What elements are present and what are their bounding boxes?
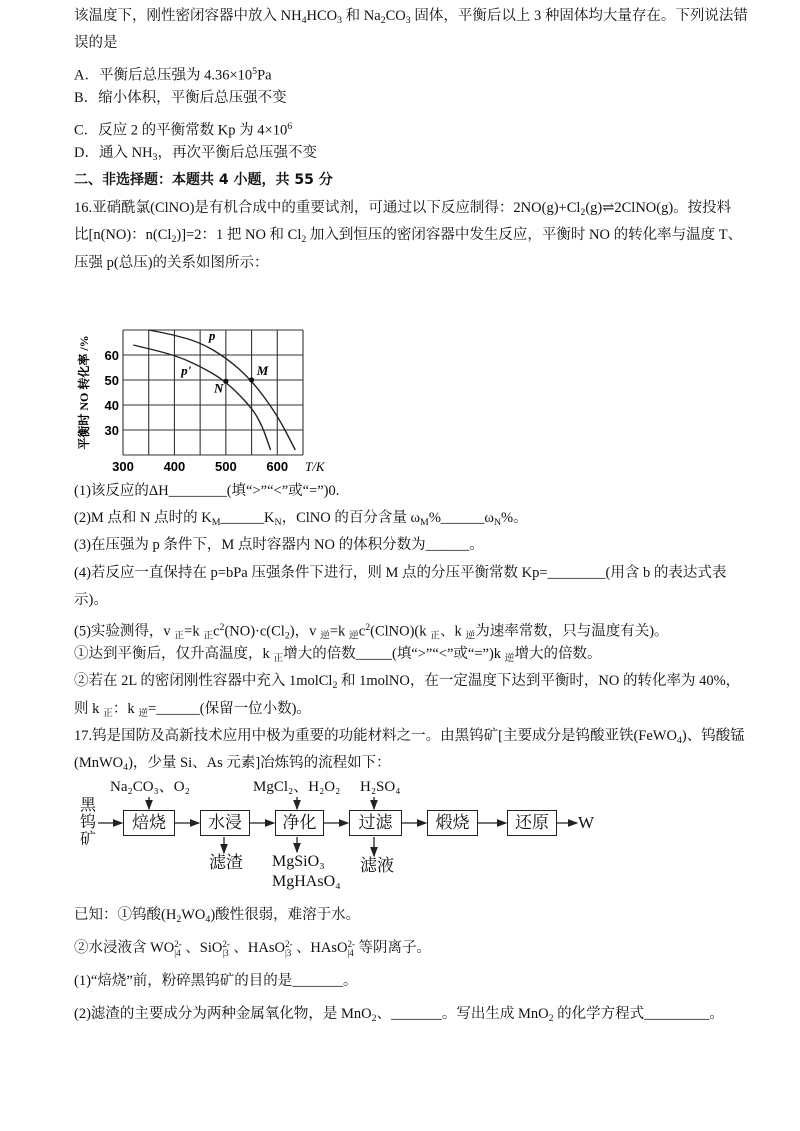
- ion-charge-index: 2-|3: [284, 939, 293, 958]
- text-segment: 为速率常数，只与温度有关)。: [475, 623, 669, 640]
- text-segment: (2)滤渣的主要成分为两种金属氧化物，是 MnO: [74, 1006, 372, 1022]
- text-segment: 2: [301, 234, 307, 246]
- x-tick-label: 300: [112, 459, 134, 474]
- text-segment: N: [274, 517, 282, 529]
- text-line: [74, 965, 754, 998]
- text-segment: 3: [152, 151, 158, 163]
- text-segment: 2: [548, 1012, 554, 1024]
- flow-input-filter: H₂SO₄: [360, 779, 401, 795]
- flow-output-mgsio3: MgSiO₃: [272, 853, 325, 870]
- text-segment: A．平衡后总压强为 4.36×10: [74, 67, 253, 84]
- text-segment: c: [358, 623, 366, 640]
- y-tick-label: 50: [104, 373, 119, 388]
- text-segment: (1)该反应的ΔH________(填“>”“<”或“=”)0.: [74, 483, 340, 499]
- text-segment: 压强 p(总压)的关系如图所示：: [74, 254, 269, 271]
- text-segment: (1)“焙烧”前，粉碎黑钨矿的目的是_______。: [74, 973, 358, 989]
- text-segment: )]=2：1 把 NO 和 Cl: [176, 227, 302, 244]
- text-segment: N: [493, 517, 502, 529]
- text-segment: HCO: [306, 8, 338, 24]
- point-label: N: [214, 380, 224, 396]
- text-segment: (g)⇌2ClNO(g)。按投料: [585, 199, 732, 216]
- flow-input-purify: MgCl₂、H₂O₂: [253, 779, 341, 795]
- text-segment: 16.亚硝酰氯(ClNO)是有机合成中的重要试剂，可通过以下反应制得：2NO(g)+Cl: [74, 199, 581, 216]
- text-segment: 3: [337, 14, 343, 26]
- text-segment: WO: [181, 907, 206, 923]
- text-segment: ：k: [112, 700, 139, 717]
- text-segment: 6: [287, 120, 293, 132]
- flow-start-ore: 黑钨矿: [80, 797, 97, 848]
- flow-output-filtrate: 滤液: [360, 856, 394, 875]
- text-segment: D．通入 NH: [74, 144, 153, 161]
- text-segment: 固体，平衡后以上 3 种固体均大量存在。下列说法错: [410, 8, 748, 24]
- text-segment: 2: [380, 14, 386, 26]
- text-segment: =______(保留一位小数)。: [148, 700, 311, 717]
- text-segment: 2: [176, 913, 182, 925]
- y-axis-label: 平衡时 NO 转化率 /%: [77, 335, 91, 450]
- text-segment: CO: [385, 8, 406, 24]
- text-segment: 增大的倍数。: [514, 646, 602, 663]
- text-segment: 和 1molNO，在一定温度下达到平衡时，NO 的转化率为 40%，: [337, 673, 741, 690]
- text-segment: 正: [103, 707, 113, 719]
- text-line: [74, 998, 754, 1031]
- x-tick-label: 600: [266, 459, 289, 474]
- text-segment: 等阴离子。: [358, 940, 431, 956]
- text-segment: 已知：①钨酸(H: [74, 907, 177, 923]
- point-label: p: [208, 328, 216, 343]
- text-segment: )、钨酸锰: [681, 727, 745, 744]
- y-tick-label: 30: [104, 423, 119, 438]
- text-segment: 增大的倍数_____(填“>”“<”或“=”)k: [283, 646, 505, 663]
- text-segment: 正: [273, 653, 284, 665]
- text-segment: 逆: [319, 630, 330, 642]
- text-segment: c: [213, 623, 220, 640]
- text-line: [74, 899, 754, 932]
- text-segment: =k: [184, 623, 204, 640]
- text-segment: 4: [123, 761, 129, 773]
- text-segment: 则 k: [74, 700, 103, 717]
- point-label: M: [256, 363, 269, 378]
- text-segment: C．反应 2 的平衡常数 Kp 为 4×10: [74, 121, 288, 138]
- text-segment: 4: [205, 913, 211, 925]
- text-segment: 、HAsO: [295, 940, 348, 956]
- point-label: p': [181, 363, 192, 378]
- text-segment: (MnWO: [74, 754, 124, 771]
- text-segment: 逆: [504, 653, 515, 665]
- ion-charge-index: 2-|3: [222, 939, 230, 958]
- text-segment: 3: [405, 14, 411, 26]
- text-segment: ，ClNO 的百分含量 ω: [281, 510, 421, 527]
- text-segment: %______ω: [428, 510, 494, 527]
- flow-step-purify: 净化: [275, 810, 324, 836]
- text-segment: 正: [430, 630, 440, 642]
- text-segment: M: [211, 517, 221, 529]
- flow-step-filter: 过滤: [349, 810, 402, 836]
- ion-charge-index: 2-|4: [347, 939, 355, 958]
- section-heading: 二、非选择题：本题共 4 小题，共 55 分: [74, 172, 333, 189]
- text-segment: 该温度下，刚性密闭容器中放入 NH: [74, 8, 302, 24]
- text-segment: 正: [174, 630, 185, 642]
- text-segment: 2: [284, 630, 290, 642]
- flow-output-mghaso4: MgHAsO₄: [272, 873, 341, 890]
- text-segment: 、_______。写出生成 MnO: [376, 1006, 549, 1022]
- x-tick-label: 400: [163, 459, 186, 474]
- flow-step-roast: 焙烧: [123, 810, 175, 836]
- flow-step-reduce: 还原: [507, 810, 557, 836]
- text-segment: 17.钨是国防及高新技术应用中极为重要的功能材料之一。由黑钨矿[主要成分是钨酸亚铁(FeWO: [74, 727, 677, 744]
- text-segment: (5)实验测得，v: [74, 623, 175, 640]
- text-segment: B．缩小体积，平衡后总压强不变: [74, 90, 287, 107]
- ion-charge-index: 2-|4: [174, 939, 182, 958]
- text-segment: 、HAsO: [233, 940, 285, 956]
- text-segment: 2: [171, 234, 177, 246]
- text-segment: Pa: [257, 67, 272, 84]
- text-segment: =k: [329, 623, 349, 640]
- text-segment: (4)若反应一直保持在 p=bPa 压强条件下进行，则 M 点的分压平衡常数 Kp=________(用含 b 的表达式表: [74, 564, 727, 581]
- text-segment: 2: [580, 206, 586, 218]
- text-segment: 逆: [138, 707, 149, 719]
- text-line: [74, 932, 754, 965]
- text-segment: (3)在压强为 p 条件下，M 点时容器内 NO 的体积分数为______。: [74, 537, 484, 554]
- flow-product: W: [578, 813, 595, 832]
- y-tick-label: 60: [104, 348, 119, 363]
- text-segment: ②水浸液含 WO: [74, 940, 175, 956]
- text-segment: %。: [501, 510, 528, 527]
- text-segment: 逆: [348, 630, 359, 642]
- text-segment: 2: [371, 1012, 377, 1024]
- text-segment: 加入到恒压的密闭容器中发生反应，平衡时 NO 的转化率与温度 T、: [306, 227, 743, 244]
- text-segment: )酸性很弱，难溶于水。: [210, 907, 361, 923]
- text-segment: (NO)·c(Cl: [224, 623, 285, 640]
- text-segment: ，再次平衡后总压强不变: [157, 144, 317, 161]
- text-segment: 5: [252, 65, 258, 77]
- text-segment: M: [420, 517, 429, 529]
- text-segment: 和 Na: [342, 8, 381, 24]
- text-segment: 比[n(NO)：n(Cl: [74, 227, 172, 244]
- x-axis-label: T/K: [305, 459, 325, 474]
- text-segment: 示)。: [74, 591, 108, 608]
- flow-output-residue: 滤渣: [209, 853, 243, 872]
- text-segment: 的化学方程式_________。: [553, 1006, 724, 1022]
- text-segment: 正: [203, 630, 214, 642]
- question-17-subquestions: [74, 899, 754, 1031]
- text-segment: 2: [332, 680, 338, 692]
- text-segment: 逆: [465, 630, 476, 642]
- text-segment: ______K: [220, 510, 275, 527]
- text-segment: )，v: [289, 623, 320, 640]
- flow-input-roast: Na₂CO₃、O₂: [110, 779, 190, 795]
- text-segment: 、SiO: [185, 940, 223, 956]
- text-segment: 、k: [440, 623, 466, 640]
- flow-step-leach: 水浸: [200, 810, 250, 836]
- text-segment: (2)M 点和 N 点时的 K: [74, 510, 212, 527]
- text-segment: ②若在 2L 的密闭刚性容器中充入 1molCl: [74, 673, 333, 690]
- text-segment: ①达到平衡后，仅升高温度，k: [74, 646, 274, 663]
- text-segment: 2: [219, 621, 225, 633]
- text-segment: 误的是: [74, 35, 118, 52]
- text-segment: (ClNO)(k: [370, 623, 431, 640]
- y-tick-label: 40: [104, 398, 119, 413]
- text-segment: )，少量 Si、As 元素]冶炼钨的流程如下：: [128, 754, 391, 771]
- x-tick-label: 500: [215, 459, 237, 474]
- flow-step-calcine: 煅烧: [427, 810, 478, 836]
- text-segment: 2: [365, 621, 371, 633]
- text-segment: 4: [301, 14, 307, 26]
- text-segment: 4: [676, 734, 682, 746]
